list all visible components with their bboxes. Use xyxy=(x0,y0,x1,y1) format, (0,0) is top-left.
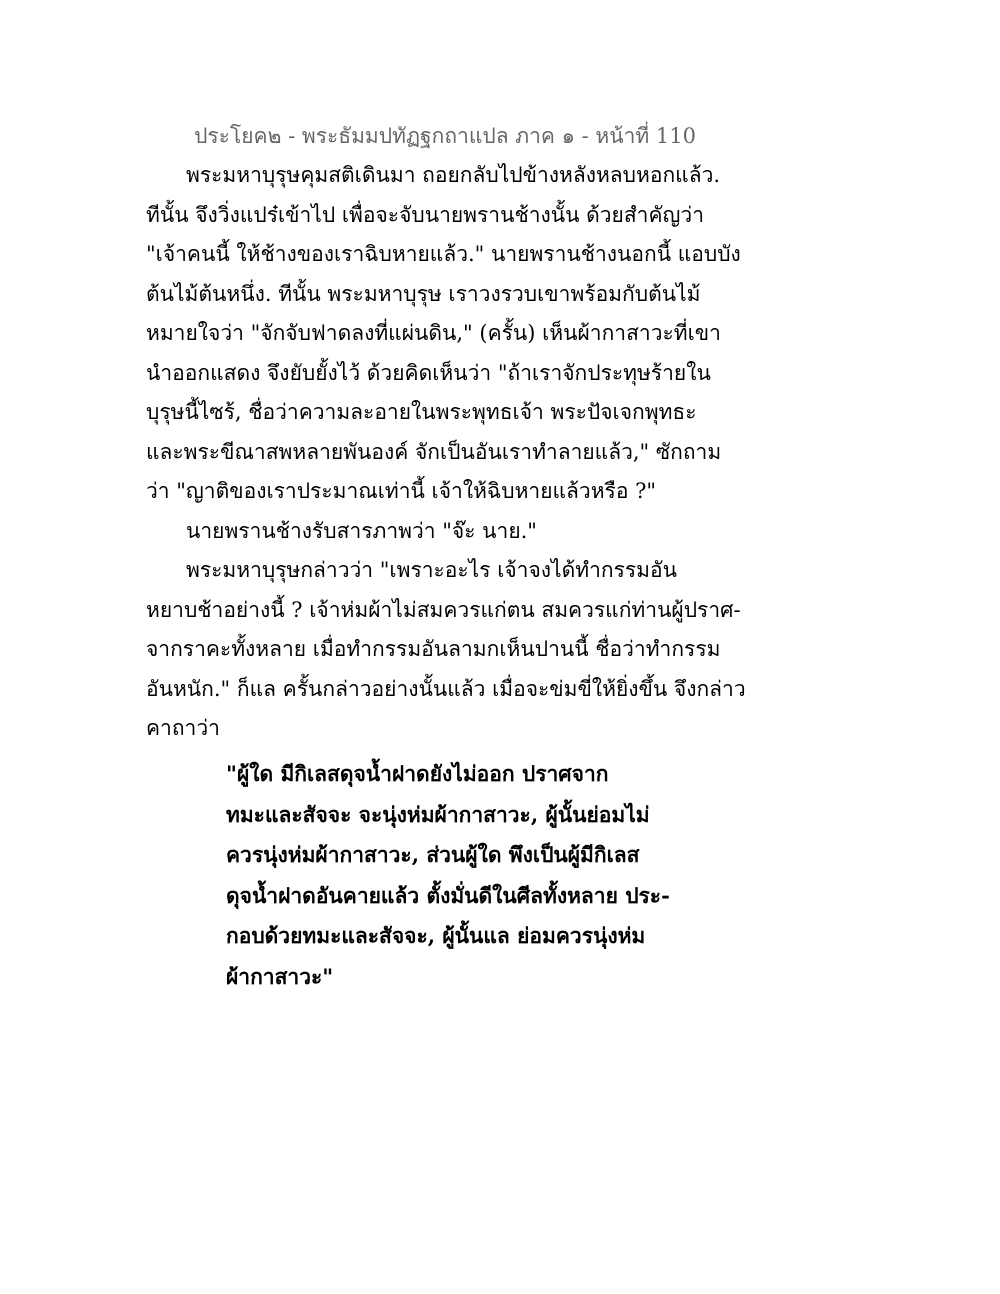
paragraph-1 xyxy=(146,156,741,512)
paragraph-2 xyxy=(146,512,706,552)
text-line: อันหนัก." ก็แล ครั้นกล่าวอย่างนั้นแล้ว เมื่อจะข่มขี่ให้ยิ่งขึ้น จึงกล่าว xyxy=(146,676,746,701)
text-line: และพระขีณาสพหลายพันองค์ จักเป็นอันเราทำลายแล้ว," ซักถาม xyxy=(146,439,722,464)
page-header: ประโยค๒ - พระธัมมปทัฏฐกถาแปล ภาค ๑ - หน้าที่ 110 xyxy=(194,124,696,148)
text-line: ว่า "ญาติของเราประมาณเท่านี้ เจ้าให้ฉิบหายแล้วหรือ ?" xyxy=(146,479,657,503)
verse-block xyxy=(226,754,670,997)
text-line: นำออกแสดง จึงยับยั้งไว้ ด้วยคิดเห็นว่า "ถ้าเราจักประทุษร้ายใน xyxy=(146,360,711,385)
text-line: พระมหาบุรุษกล่าวว่า "เพราะอะไร เจ้าจงได้ทำกรรมอัน xyxy=(186,558,677,582)
text-line: บุรุษนี้ไซร้, ชื่อว่าความละอายในพระพุทธเจ้า พระปัจเจกพุทธะ xyxy=(146,400,697,424)
verse-line: "ผู้ใด มีกิเลสดุจน้ำฝาดยังไม่ออก ปราศจาก xyxy=(226,761,609,786)
text-line: ทีนั้น จึงวิ่งแปร๋เข้าไป เพื่อจะจับนายพรานช้างนั้น ด้วยสำคัญว่า xyxy=(146,202,704,227)
text-line: "เจ้าคนนี้ ให้ช้างของเราฉิบหายแล้ว." นายพรานช้างนอกนี้ แอบบัง xyxy=(146,242,741,266)
text-line: หมายใจว่า "จักจับฟาดลงที่แผ่นดิน," (ครั้น) เห็นผ้ากาสาวะที่เขา xyxy=(146,321,721,345)
verse-line: ผ้ากาสาวะ" xyxy=(226,963,334,989)
verse-line: ทมะและสัจจะ จะนุ่งห่มผ้ากาสาวะ, ผู้นั้นย่อมไม่ xyxy=(226,801,650,827)
text-line: จากราคะทั้งหลาย เมื่อทำกรรมอันลามกเห็นปานนี้ ชื่อว่าทำกรรม xyxy=(146,637,721,661)
text-line: ต้นไม้ต้นหนึ่ง. ทีนั้น พระมหาบุรุษ เราวงรวบเขาพร้อมกับต้นไม้ xyxy=(146,281,701,306)
text-line: พระมหาบุรุษคุมสติเดินมา ถอยกลับไปข้างหลังหลบหอกแล้ว. xyxy=(186,163,721,187)
text-line: คาถาว่า xyxy=(146,716,220,740)
verse-line: กอบด้วยทมะและสัจจะ, ผู้นั้นแล ย่อมควรนุ่งห่ม xyxy=(226,923,646,948)
paragraph-3 xyxy=(146,551,746,749)
body-text xyxy=(146,156,746,749)
text-line: นายพรานช้างรับสารภาพว่า "จ๊ะ นาย." xyxy=(186,518,537,543)
verse-line: ดุจน้ำฝาดอันคายแล้ว ตั้งมั่นดีในศีลทั้งหลาย ประ- xyxy=(226,882,670,908)
verse-line: ควรนุ่งห่มผ้ากาสาวะ, ส่วนผู้ใด พึงเป็นผู้มีกิเลส xyxy=(226,842,640,867)
text-line: หยาบช้าอย่างนี้ ? เจ้าห่มผ้าไม่สมควรแก่ตน สมควรแก่ท่านผู้ปราศ- xyxy=(146,597,741,622)
